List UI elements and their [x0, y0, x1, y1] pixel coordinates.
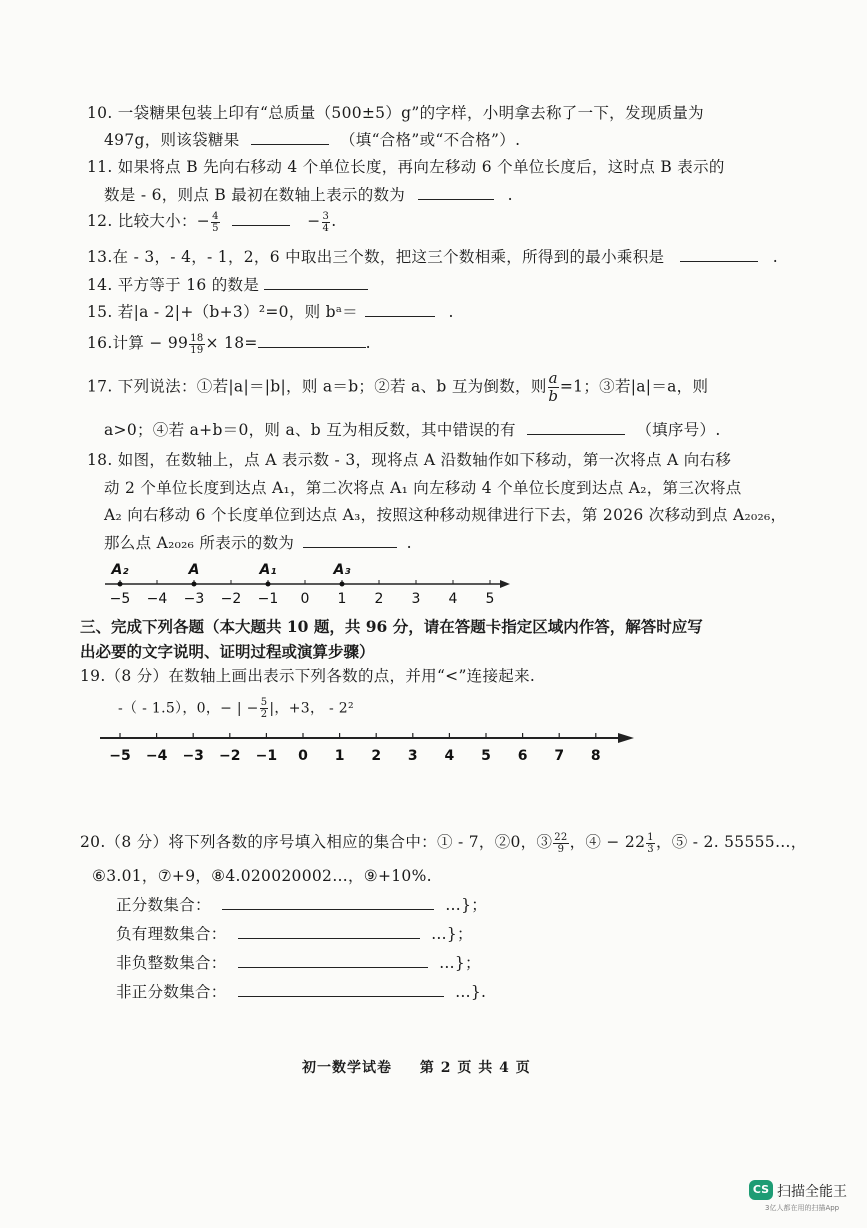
question-13: 13.在 - 3，- 4，- 1，2，6 中取出三个数，把这三个数相乘，所得到的最小乘积是 .: [87, 248, 779, 266]
axis-arrow-icon: [500, 580, 510, 588]
question-18-line3: A₂ 向右移动 6 个长度单位到达点 A₃，按照这种移动规律进行下去，第 2026 次移动到点 A₂₀₂₆，: [104, 506, 787, 524]
question-18-line4: 那么点 A₂₀₂₆ 所表示的数为 .: [104, 534, 412, 552]
fraction-a-b: $\frac{a}{b}$: [548, 369, 559, 405]
set-blank-negative-rationals[interactable]: [238, 924, 420, 939]
watermark-subtitle: 3亿人都在用的扫描App: [765, 1204, 840, 1212]
set-nonnegative-integers: 非负整数集合： …}；: [116, 954, 481, 972]
section-3-heading-line2: 出必要的文字说明、证明过程或演算步骤）: [80, 642, 375, 661]
point-marker: [192, 582, 197, 587]
question-17-line1: 17. 下列说法：①若|a|＝|b|，则 a＝b；②若 a、b 互为倒数，则 $\frac{a}{b}$ =1；③若|a|＝a，则: [87, 369, 709, 405]
tick-label: −2: [220, 591, 242, 607]
set-positive-fractions: 正分数集合： …}；: [116, 896, 488, 914]
tick-label: 3: [411, 591, 421, 607]
section-3-heading-line1: 三、完成下列各题（本大题共 10 题，共 96 分，请在答题卡指定区域内作答，解答时应写: [80, 617, 703, 636]
tick-label: 2: [374, 591, 384, 607]
tick-label: −3: [183, 591, 205, 607]
question-15: 15. 若|a - 2|+（b+3）²=0，则 bᵃ＝ .: [87, 303, 454, 321]
point-label: A₂: [111, 562, 129, 578]
question-16: 16.计算 − 99 $\frac{18}{19}$ × 18= .: [87, 332, 371, 356]
tick-label: −4: [146, 591, 168, 607]
tick-label: −4: [145, 748, 168, 764]
question-12: 12. 比较大小：− $\frac{4}{5}$ − $\frac{3}{4}$ .: [87, 210, 337, 234]
number-line-q18: [100, 552, 520, 608]
tick-label: 0: [298, 748, 308, 764]
camscanner-logo-icon: CS: [749, 1180, 773, 1200]
tick-label: −1: [257, 591, 279, 607]
answer-blank-15[interactable]: [365, 302, 435, 317]
point-label: A: [188, 562, 200, 578]
tick-label: 6: [517, 748, 528, 764]
question-17-line2: a>0；④若 a+b＝0，则 a、b 互为相反数，其中错误的有 （填序号）.: [104, 421, 721, 439]
tick-label: 8: [590, 748, 601, 764]
tick-label: −2: [219, 748, 241, 764]
tick-label: 5: [485, 591, 495, 607]
point-label: A₃: [333, 562, 351, 578]
tick-label: −5: [109, 591, 131, 607]
question-20-line1: 20.（8 分）将下列各数的序号填入相应的集合中：① - 7，②0，③ $\frac{22}{9}$ ，④ − 22 $\frac{1}{3}$ ，⑤ - 2. 55555…，: [80, 831, 807, 855]
answer-blank-11[interactable]: [418, 185, 494, 200]
tick-label: 4: [448, 591, 458, 607]
tick-label: 5: [481, 748, 491, 764]
tick-label: 1: [337, 591, 347, 607]
number-line-q19[interactable]: [96, 722, 636, 772]
question-20-line2: ⑥3.01，⑦+9，⑧4.020020002…，⑨+10%.: [92, 867, 432, 885]
question-10-line1: 10. 一袋糖果包装上印有“总质量（500±5）g”的字样，小明拿去称了一下，发现质量为: [87, 104, 704, 122]
fraction-3-4: $\frac{3}{4}$: [322, 210, 330, 234]
question-19-numbers: -（ - 1.5），0，− | − $\frac{5}{2}$ |，+3， - 2²: [118, 697, 354, 720]
question-18-line2: 动 2 个单位长度到达点 A₁，第二次将点 A₁ 向左移动 4 个单位长度到达点 A₂，第三次将点: [104, 479, 742, 497]
answer-blank-18[interactable]: [303, 533, 397, 548]
question-11-line2: 数是 - 6，则点 B 最初在数轴上表示的数为 .: [104, 186, 513, 204]
answer-blank-12[interactable]: [232, 211, 290, 226]
set-nonpositive-fractions: 非正分数集合： …}.: [116, 983, 487, 1001]
footer-page: 第 2 页 共 4 页: [419, 1060, 531, 1076]
answer-blank-10[interactable]: [251, 130, 329, 145]
point-marker: [118, 582, 123, 587]
tick-label: 7: [554, 748, 565, 764]
answer-blank-17[interactable]: [527, 420, 625, 435]
fraction-1-3: $\frac{1}{3}$: [647, 831, 654, 855]
tick-label: −5: [109, 748, 131, 764]
point-marker: [266, 582, 271, 587]
question-14: 14. 平方等于 16 的数是: [87, 273, 368, 295]
point-marker: [340, 582, 345, 587]
answer-blank-16[interactable]: [258, 333, 366, 348]
tick-label: 2: [371, 748, 382, 764]
answer-blank-13[interactable]: [680, 247, 758, 262]
fraction-5-2: $\frac{5}{2}$: [260, 697, 268, 720]
footer-title: 初一数学试卷: [302, 1060, 392, 1076]
fraction-4-5: $\frac{4}{5}$: [212, 210, 219, 234]
tick-label: 0: [300, 591, 310, 607]
set-negative-rationals: 负有理数集合： …}；: [116, 925, 473, 943]
question-18-line1: 18. 如图，在数轴上，点 A 表示数 - 3，现将点 A 沿数轴作如下移动，第一次将点 A 向右移: [87, 451, 732, 469]
point-label: A₁: [259, 562, 277, 578]
footer: [302, 1057, 531, 1077]
tick-label: 1: [334, 748, 345, 764]
set-blank-nonpositive-fractions[interactable]: [238, 982, 444, 997]
set-blank-nonnegative-integers[interactable]: [238, 953, 428, 968]
question-19-title: 19.（8 分）在数轴上画出表示下列各数的点，并用“<”连接起来.: [80, 667, 536, 685]
tick-label: 3: [407, 748, 418, 764]
fraction-22-9: $\frac{22}{9}$: [554, 831, 568, 855]
watermark-name: 扫描全能王: [777, 1184, 847, 1200]
answer-blank-14[interactable]: [264, 275, 368, 290]
tick-label: 4: [444, 748, 455, 764]
tick-label: −3: [182, 748, 204, 764]
question-10-line2: 497g，则该袋糖果 （填“合格”或“不合格”）.: [104, 131, 521, 149]
axis-arrow-icon: [618, 733, 634, 743]
set-blank-positive-fractions[interactable]: [222, 895, 434, 910]
fraction-18-19: $\frac{18}{19}$: [190, 332, 204, 356]
tick-label: −1: [255, 748, 278, 764]
question-11-line1: 11. 如果将点 B 先向右移动 4 个单位长度，再向左移动 6 个单位长度后，这时点 B 表示的: [87, 158, 725, 176]
